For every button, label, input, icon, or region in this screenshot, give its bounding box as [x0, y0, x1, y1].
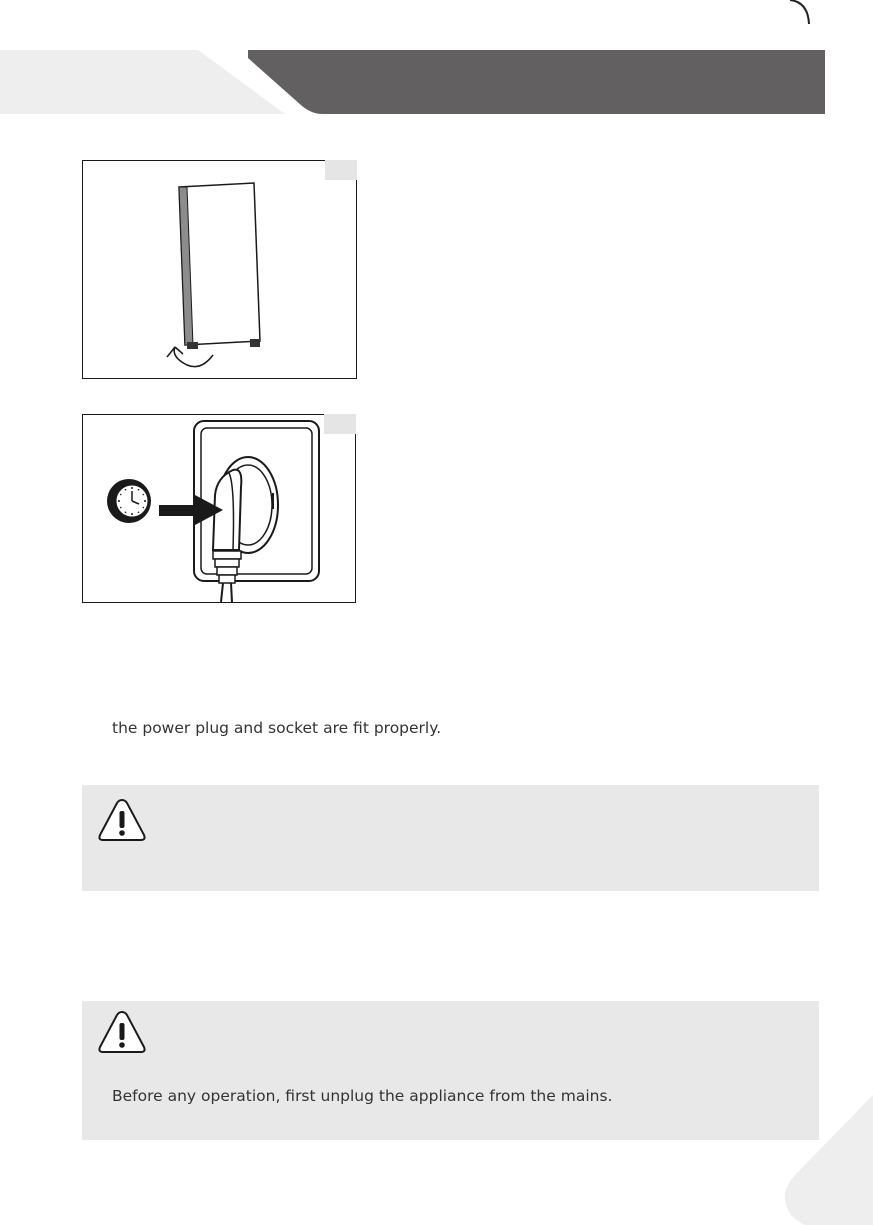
figure-fridge-tilt	[82, 160, 357, 379]
page-corner-tab	[783, 1095, 873, 1225]
warning-icon	[97, 797, 147, 843]
header-band-dark	[0, 50, 873, 116]
warning-note-1	[82, 785, 819, 891]
note-text: Before any operation, first unplug the appliance from the mains.	[112, 1087, 613, 1105]
figure-plug-socket	[82, 414, 356, 603]
page-corner-curve	[0, 0, 873, 50]
power-plug-socket-icon	[83, 415, 355, 602]
warning-note-2	[82, 1001, 819, 1140]
fridge-tilt-icon	[83, 161, 356, 378]
body-paragraph: the power plug and socket are fit properly.	[112, 719, 442, 737]
warning-icon	[97, 1009, 147, 1055]
